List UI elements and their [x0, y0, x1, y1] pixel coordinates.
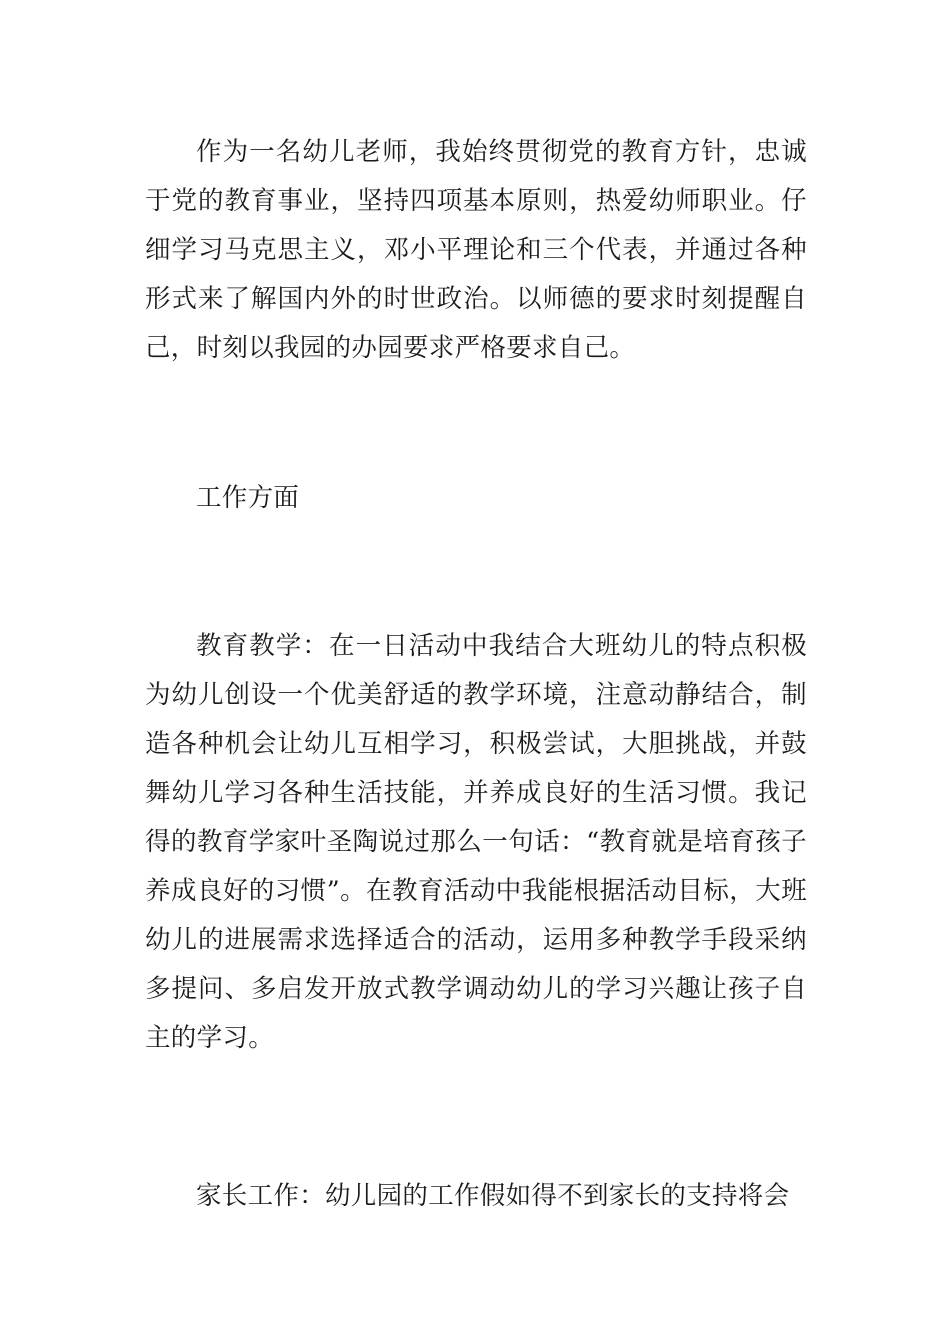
paragraph-teacher-ethics: 作为一名幼儿老师，我始终贯彻党的教育方针，忠诚于党的教育事业，坚持四项基本原则，热爱幼师职业。仔细学习马克思主义，邓小平理论和三个代表，并通过各种形式来了解国内外的时世政治。以师德的要求时刻提醒自己，时刻以我园的办园要求严格要求自己。 — [145, 137, 807, 363]
paragraph-education-teaching: 教育教学：在一日活动中我结合大班幼儿的特点积极为幼儿创设一个优美舒适的教学环境，注意动静结合，制造各种机会让幼儿互相学习，积极尝试，大胆挑战，并鼓舞幼儿学习各种生活技能，并养成良好的生活习惯。我记得的教育学家叶圣陶说过那么一句话：“教育就是培育孩子养成良好的习惯”。在教育活动中我能根据活动目标，大班幼儿的进展需求选择适合的活动，运用多种教学手段采纳多提问、多启发开放式教学调动幼儿的学习兴趣让孩子自主的学习。 — [145, 631, 807, 1053]
paragraph-parent-work: 家长工作：幼儿园的工作假如得不到家长的支持将会 — [196, 1181, 790, 1211]
section-heading-work: 工作方面 — [196, 483, 300, 513]
